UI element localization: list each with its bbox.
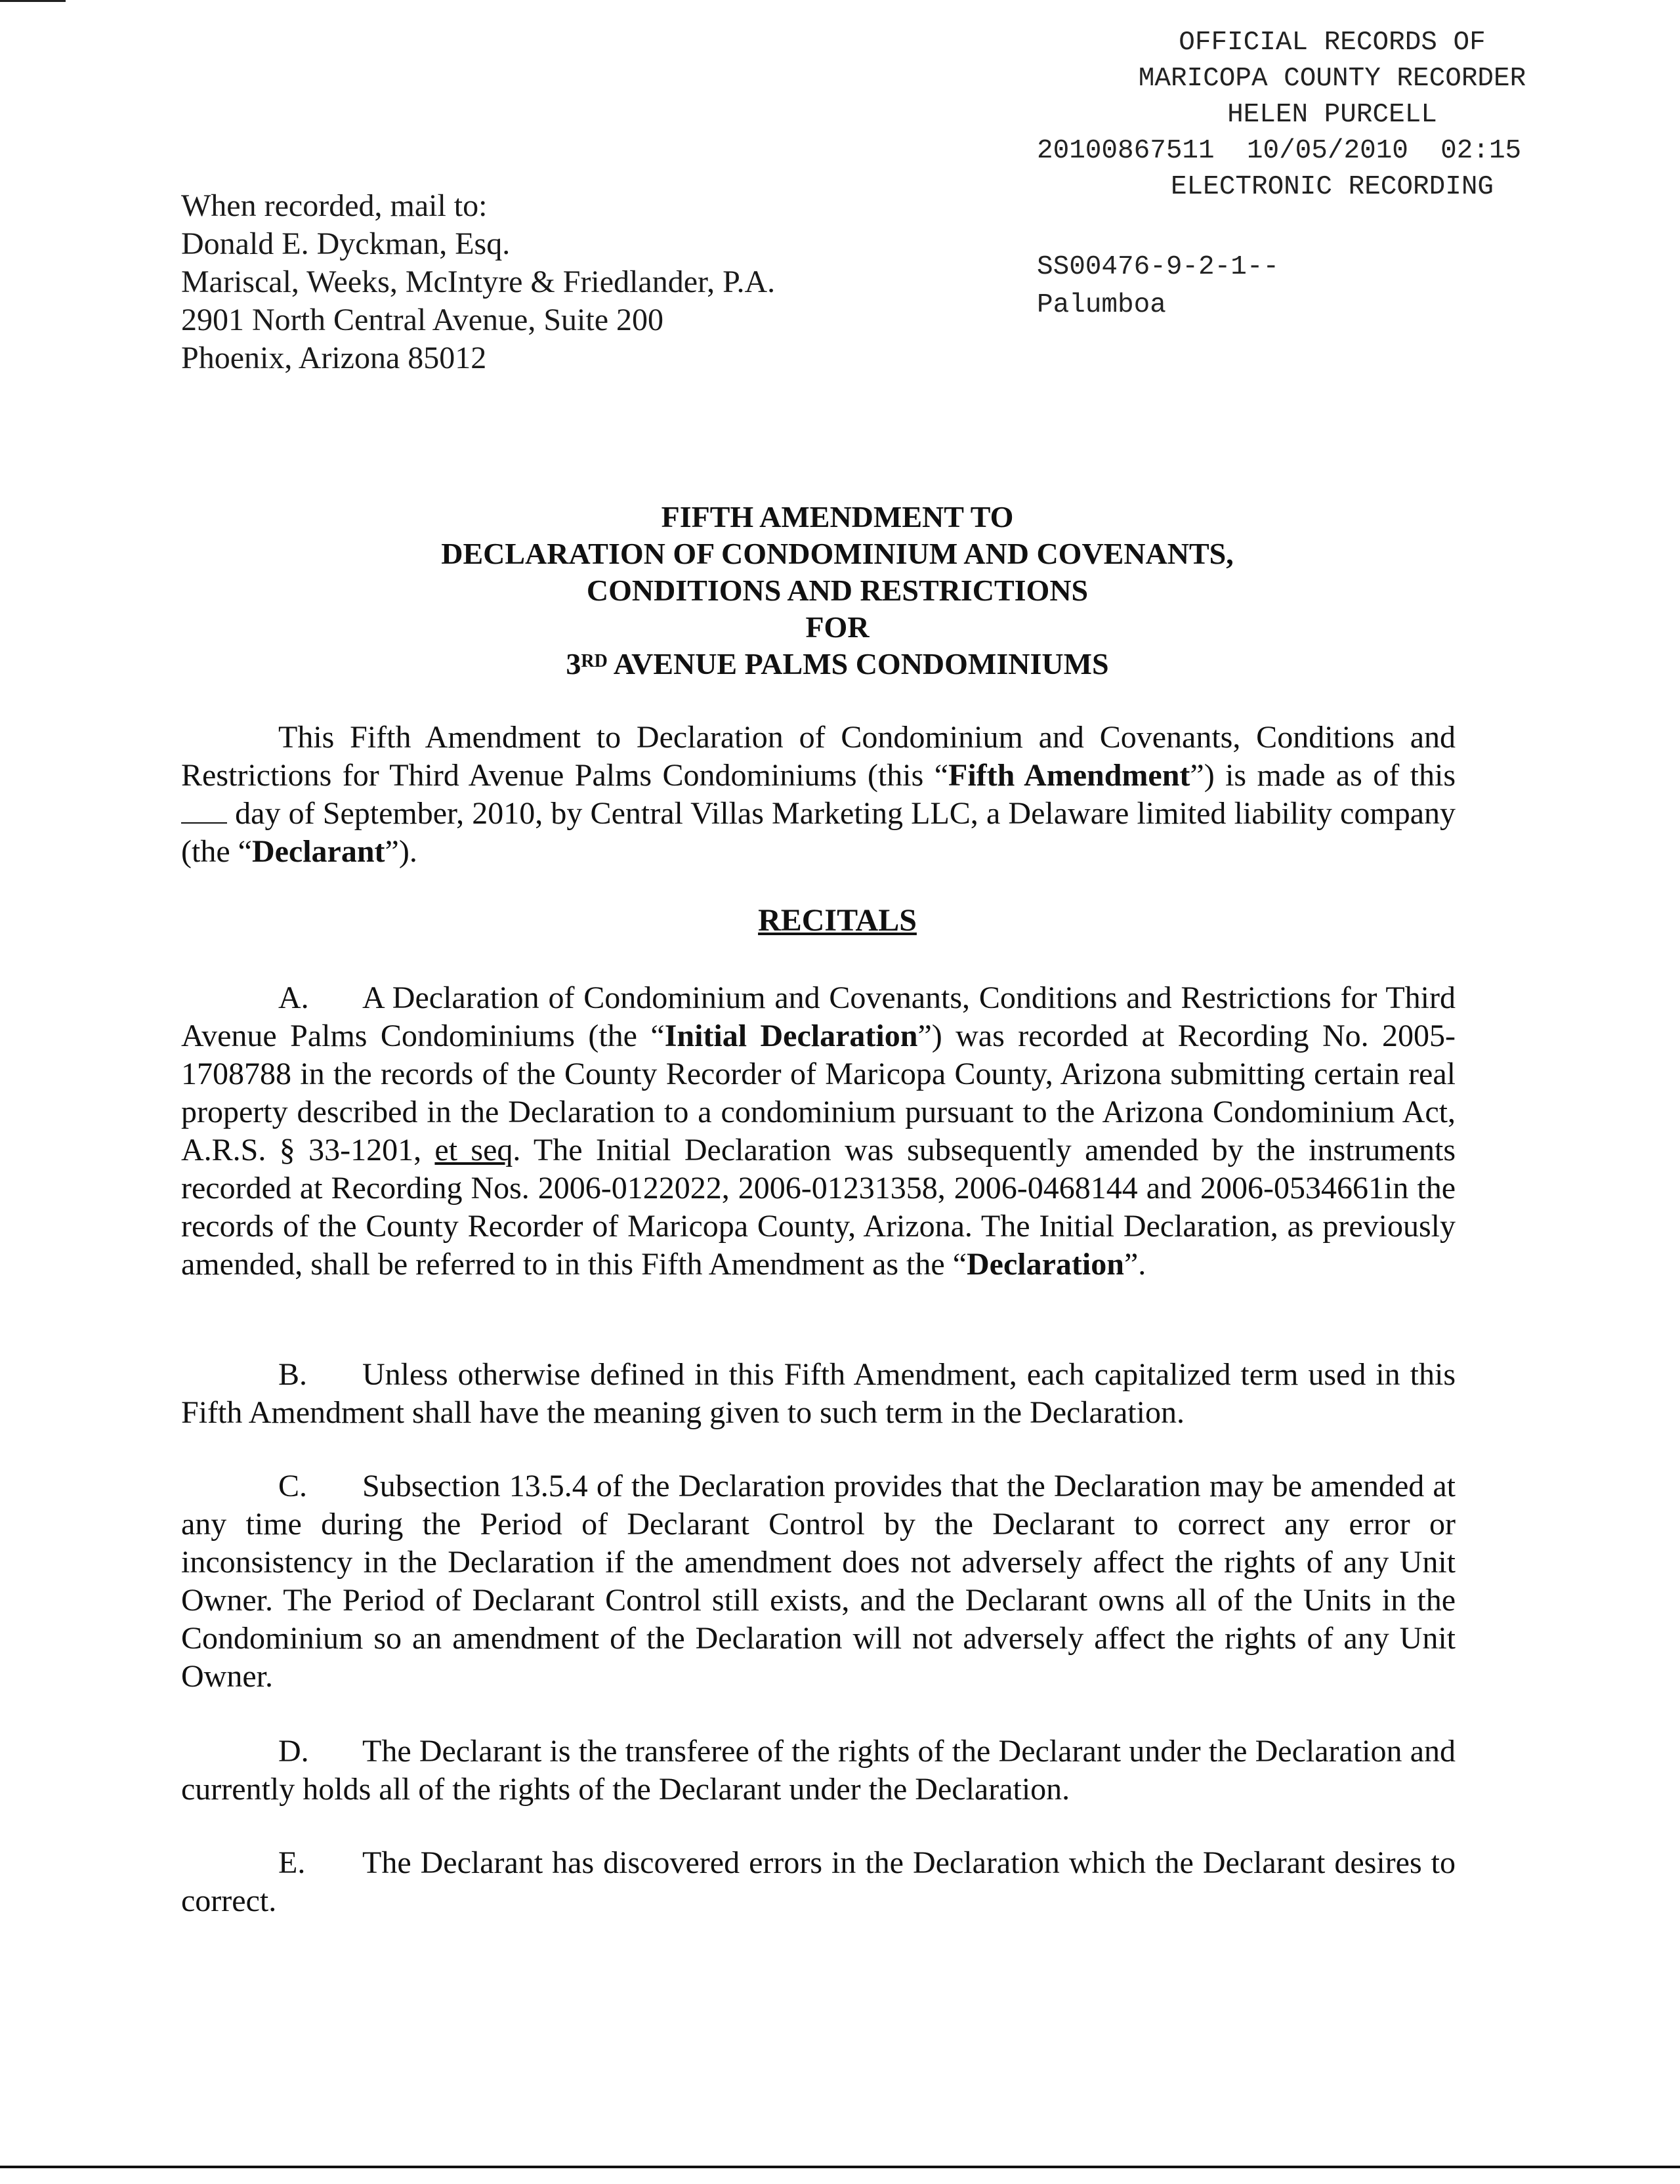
recital-c: C. Subsection 13.5.4 of the Declaration provides that the Declaration may be amended at any time during the Period of Declarant Control by the Declarant to correct any error or inconsistency in the Declaration if the amendment does not adversely affect the rights of any Unit Owner. The Period of Declarant Control still exists, and the Declarant owns all of the Units in the Condominium so an amendment of the Declaration will not adversely affect the rights of any Unit Owner. <box>181 1469 1456 1694</box>
mailto-city: Phoenix, Arizona 85012 <box>181 341 487 375</box>
recital-letter: A. <box>278 980 309 1015</box>
recital-letter: B. <box>278 1357 308 1392</box>
recitals-heading: RECITALS <box>758 903 917 938</box>
recorder-line-2: MARICOPA COUNTY RECORDER <box>1138 64 1526 94</box>
mailto-firm: Mariscal, Weeks, McIntyre & Friedlander, P.A. <box>181 264 776 299</box>
mail-to-block <box>181 187 775 377</box>
recital-letter: C. <box>278 1469 308 1503</box>
document-stamp <box>1037 248 1279 324</box>
bottom-edge-rule <box>0 2166 1680 2168</box>
document-title <box>181 499 1494 682</box>
recital-b: B. Unless otherwise defined in this Fifth Amendment, each capitalized term used in this Fifth Amendment shall have the meaning given to such term in the Declaration. <box>181 1357 1456 1430</box>
recorder-line-5: ELECTRONIC RECORDING <box>1170 172 1494 202</box>
recording-date: 10/05/2010 <box>1246 136 1408 166</box>
recital-letter: E. <box>278 1845 306 1880</box>
recording-time: 02:15 <box>1440 136 1522 166</box>
recorder-line-1: OFFICIAL RECORDS OF <box>1179 28 1486 58</box>
top-edge-rule <box>0 0 66 2</box>
recital-e: E. The Declarant has discovered errors in the Declaration which the Declarant desires to correct. <box>181 1845 1456 1918</box>
mailto-name: Donald E. Dyckman, Esq. <box>181 226 511 261</box>
recorder-header <box>1024 25 1641 205</box>
recording-info <box>1037 133 1641 169</box>
intro-paragraph: This Fifth Amendment to Declaration of Condominium and Covenants, Conditions and Restrictions for Third Avenue Palms Condominiums (this “Fifth Amendment”) is made as of this day of September, 2010, by Central Villas Marketing LLC, a Delaware limited liability company (the “Declarant”). <box>181 720 1456 869</box>
title-line-1: FIFTH AMENDMENT TO <box>661 500 1014 534</box>
recital-a: A. A Declaration of Condominium and Covenants, Conditions and Restrictions for Third Avenue Palms Condominiums (the “Initial Declaration”) was recorded at Recording No. 2005-1708788 in the records of the County Recorder of Maricopa County, Arizona submitting certain real property described in the Declaration to a condominium pursuant to the Arizona Condominium Act, A.R.S. § 33-1201, et seq. The Initial Declaration was subsequently amended by the instruments recorded at Recording Nos. 2006-0122022, 2006-01231358, 2006-0468144 and 2006-0534661in the records of the County Recorder of Maricopa County, Arizona. The Initial Declaration, as previously amended, shall be referred to in this Fifth Amendment as the “Declaration”. <box>181 980 1456 1282</box>
title-line-5: 3RD AVENUE PALMS CONDOMINIUMS <box>566 647 1109 681</box>
stamp-name: Palumboa <box>1037 290 1166 320</box>
mailto-street: 2901 North Central Avenue, Suite 200 <box>181 303 663 337</box>
recorder-line-3: HELEN PURCELL <box>1227 100 1437 130</box>
day-blank-line <box>181 796 227 824</box>
recital-d: D. The Declarant is the transferee of the rights of the Declarant under the Declaration and currently holds all of the rights of the Declarant under the Declaration. <box>181 1734 1456 1807</box>
title-line-2: DECLARATION OF CONDOMINIUM AND COVENANTS, <box>441 537 1234 570</box>
stamp-code: SS00476-9-2-1-- <box>1037 252 1280 282</box>
recital-letter: D. <box>278 1734 309 1769</box>
title-line-3: CONDITIONS AND RESTRICTIONS <box>586 574 1089 607</box>
recording-number: 20100867511 <box>1037 136 1215 166</box>
title-line-4: FOR <box>805 610 870 644</box>
mailto-heading: When recorded, mail to: <box>181 188 488 223</box>
